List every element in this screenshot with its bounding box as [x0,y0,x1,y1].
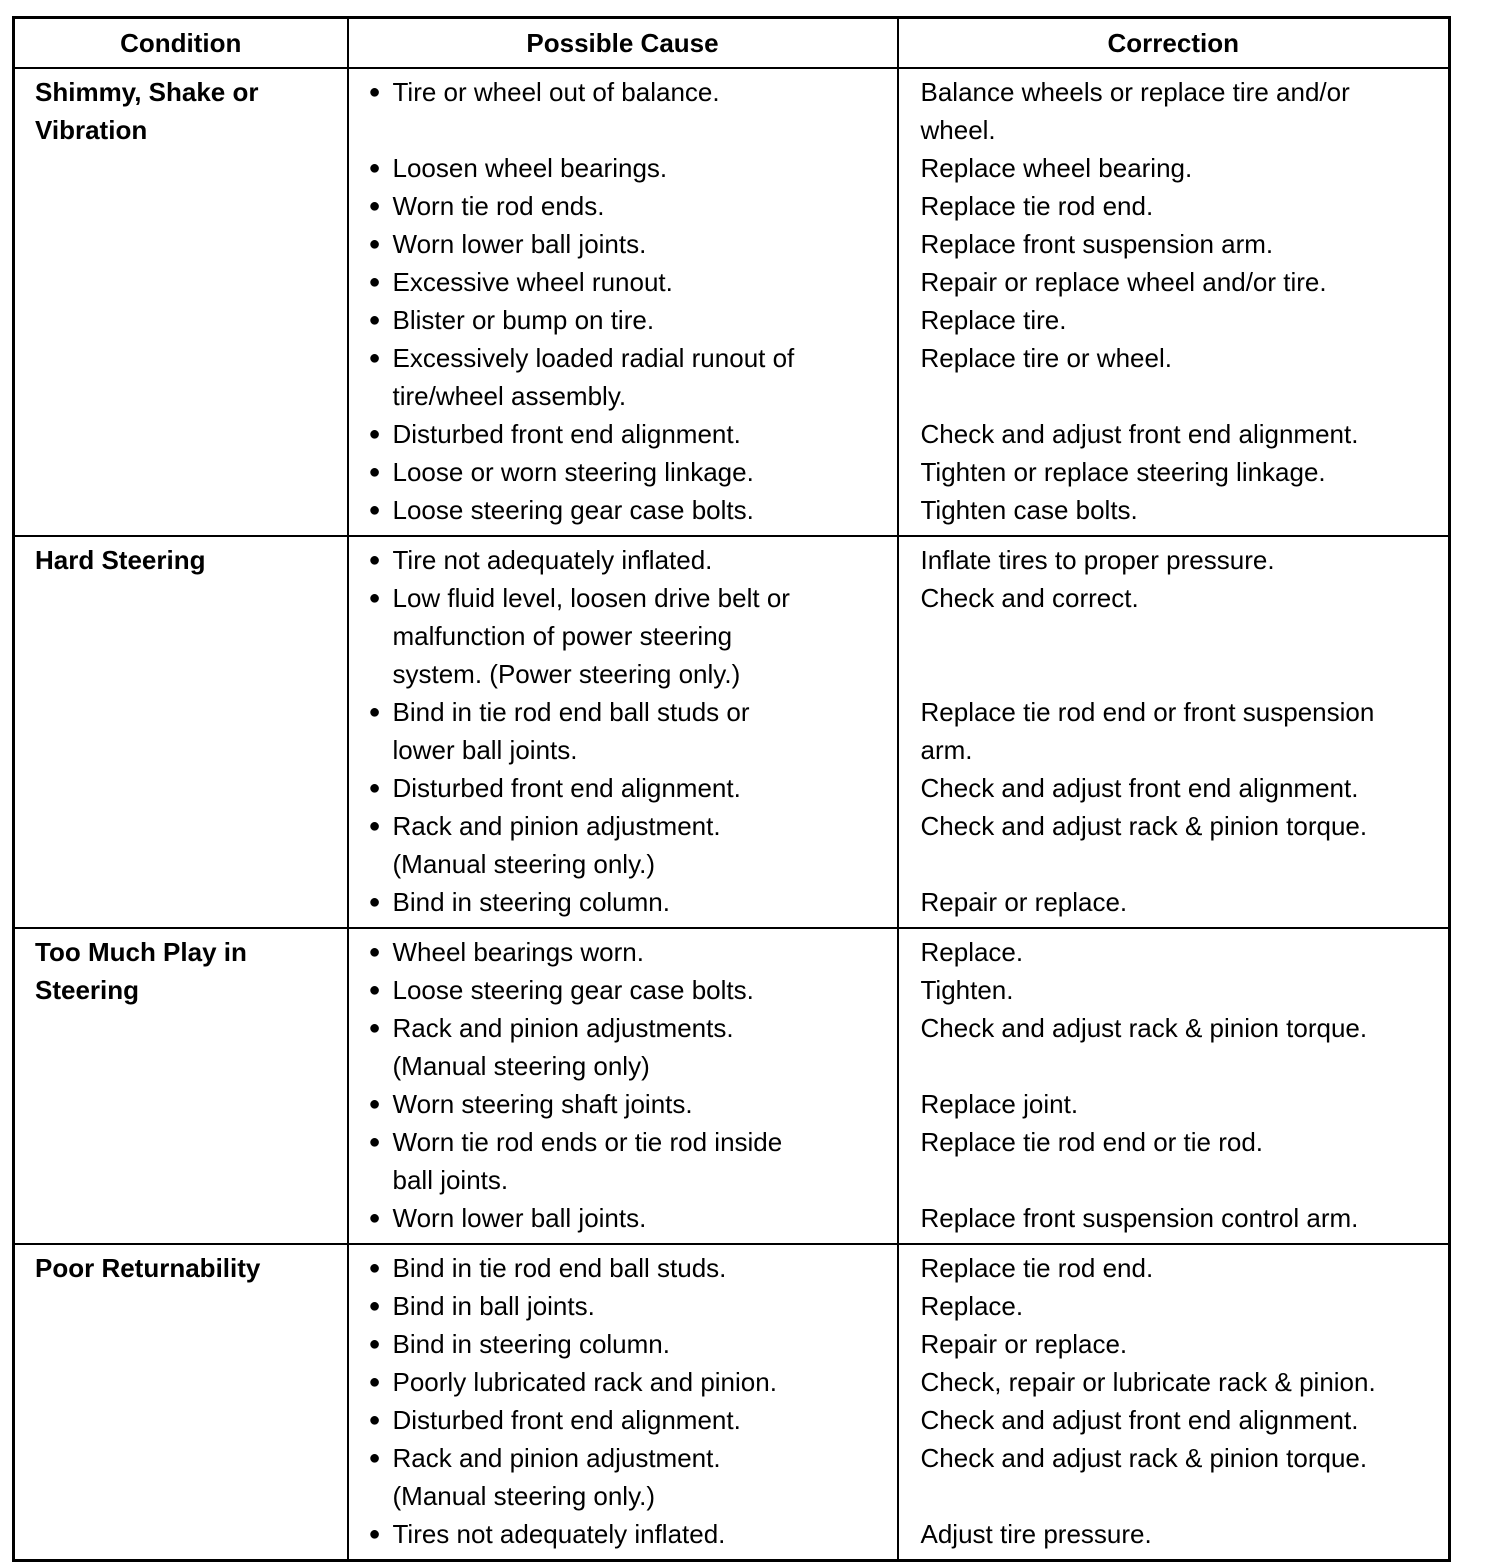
cause-item [349,1249,891,1287]
bullet-icon: ● [368,815,381,837]
correction-text: Replace front suspension control arm. [920,1203,1359,1233]
bullet-icon: ● [368,157,381,179]
cause-item [349,1287,891,1325]
bullet-icon: ● [368,81,381,103]
correction-cell [898,536,1450,928]
cause-item [349,1199,891,1237]
correction-text: Check and adjust front end alignment. [920,1405,1359,1435]
cause-item [349,301,891,339]
cause-item [349,1515,891,1553]
correction-item [899,1363,1443,1401]
troubleshooting-table-container [12,16,1448,1562]
header-possible-cause: Possible Cause [348,18,898,69]
cause-item [349,807,891,883]
correction-item [899,1249,1443,1287]
correction-item [899,1439,1443,1477]
bullet-icon: ● [368,1017,381,1039]
cause-text: Tire not adequately inflated. [392,545,713,575]
cause-item [349,73,891,111]
correction-text: Replace tire or wheel. [920,343,1172,373]
cause-item [349,1363,891,1401]
cause-item [349,491,891,529]
correction-cell [898,928,1450,1244]
bullet-icon: ● [368,1207,381,1229]
correction-item [899,339,1443,377]
cause-text: Rack and pinion adjustments. (Manual steering only) [392,1013,734,1081]
cause-text: Wheel bearings worn. [392,937,644,967]
cause-item [349,1009,891,1085]
header-row [14,18,1450,69]
correction-item [899,1085,1443,1123]
header-condition: Condition [14,18,348,69]
cause-text: Rack and pinion adjustment. (Manual steering only.) [392,1443,721,1511]
correction-text: Repair or replace wheel and/or tire. [920,267,1327,297]
cause-text: Bind in tie rod end ball studs or lower ball joints. [392,697,750,765]
cause-text: Loosen wheel bearings. [392,153,668,183]
correction-text: Replace front suspension arm. [920,229,1274,259]
cause-item [349,1123,891,1199]
bullet-icon: ● [368,1447,381,1469]
cause-item [349,225,891,263]
correction-item [899,1515,1443,1553]
bullet-icon: ● [368,587,381,609]
cause-item [349,1401,891,1439]
bullet-icon: ● [368,1371,381,1393]
correction-item [899,1325,1443,1363]
correction-item [899,1401,1443,1439]
cause-text: Excessive wheel runout. [392,267,673,297]
cause-text: Bind in tie rod end ball studs. [392,1253,727,1283]
cause-text: Worn steering shaft joints. [392,1089,693,1119]
condition-cell: Poor Returnability [14,1244,348,1561]
possible-cause-cell [348,536,898,928]
cause-text: Excessively loaded radial runout of tire/wheel assembly. [392,343,795,411]
cause-text: Low fluid level, loosen drive belt or malfunction of power steering system. (Power steering only.) [392,583,790,689]
possible-cause-cell [348,928,898,1244]
correction-item [899,807,1443,845]
condition-row [14,928,1450,1244]
cause-text: Loose or worn steering linkage. [392,457,754,487]
correction-item [899,73,1443,149]
correction-text: Replace tie rod end. [920,191,1154,221]
cause-item [349,933,891,971]
cause-item [349,883,891,921]
correction-text: Replace tie rod end or tie rod. [920,1127,1264,1157]
cause-text: Tire or wheel out of balance. [392,77,720,107]
cause-item [349,541,891,579]
bullet-icon: ● [368,941,381,963]
correction-item [899,769,1443,807]
correction-item [899,491,1443,529]
correction-item [899,415,1443,453]
bullet-icon: ● [368,1257,381,1279]
correction-text: Repair or replace. [920,1329,1128,1359]
cause-text: Bind in ball joints. [392,1291,595,1321]
cause-text: Loose steering gear case bolts. [392,495,754,525]
cause-text: Loose steering gear case bolts. [392,975,754,1005]
bullet-icon: ● [368,1409,381,1431]
troubleshooting-table [12,16,1451,1562]
bullet-icon: ● [368,461,381,483]
bullet-icon: ● [368,777,381,799]
correction-text: Check and adjust rack & pinion torque. [920,1013,1368,1043]
bullet-icon: ● [368,309,381,331]
correction-item [899,1123,1443,1161]
correction-text: Check and adjust rack & pinion torque. [920,1443,1368,1473]
condition-row [14,1244,1450,1561]
bullet-icon: ● [368,499,381,521]
cause-item [349,579,891,693]
bullet-icon: ● [368,1333,381,1355]
cause-text: Blister or bump on tire. [392,305,655,335]
bullet-icon: ● [368,979,381,1001]
bullet-icon: ● [368,1295,381,1317]
correction-text: Replace tie rod end or front suspension arm. [920,697,1375,765]
correction-text: Tighten case bolts. [920,495,1138,525]
correction-item [899,225,1443,263]
correction-text: Repair or replace. [920,887,1128,917]
condition-cell: Hard Steering [14,536,348,928]
correction-item [899,1287,1443,1325]
cause-text: Worn tie rod ends or tie rod inside ball joints. [392,1127,783,1195]
condition-row [14,68,1450,536]
bullet-icon: ● [368,1131,381,1153]
correction-item [899,541,1443,579]
bullet-icon: ● [368,891,381,913]
correction-text: Tighten. [920,975,1014,1005]
cause-item [349,971,891,1009]
bullet-icon: ● [368,195,381,217]
correction-item [899,453,1443,491]
correction-item [899,1009,1443,1047]
correction-text: Check and adjust front end alignment. [920,419,1359,449]
correction-text: Check, repair or lubricate rack & pinion. [920,1367,1376,1397]
correction-item [899,693,1443,769]
cause-item [349,453,891,491]
cause-text: Disturbed front end alignment. [392,1405,741,1435]
bullet-icon: ● [368,1523,381,1545]
cause-item [349,693,891,769]
correction-text: Adjust tire pressure. [920,1519,1152,1549]
bullet-icon: ● [368,701,381,723]
cause-item [349,769,891,807]
bullet-icon: ● [368,233,381,255]
cause-text: Rack and pinion adjustment. (Manual steering only.) [392,811,721,879]
condition-cell: Shimmy, Shake or Vibration [14,68,348,536]
bullet-icon: ● [368,549,381,571]
correction-text: Check and adjust front end alignment. [920,773,1359,803]
correction-cell [898,1244,1450,1561]
cause-text: Bind in steering column. [392,1329,670,1359]
correction-text: Replace tie rod end. [920,1253,1154,1283]
correction-item [899,883,1443,921]
condition-row [14,536,1450,928]
cause-text: Worn lower ball joints. [392,1203,647,1233]
correction-text: Replace tire. [920,305,1067,335]
bullet-icon: ● [368,1093,381,1115]
correction-item [899,149,1443,187]
possible-cause-cell [348,1244,898,1561]
correction-text: Check and adjust rack & pinion torque. [920,811,1368,841]
correction-text: Replace wheel bearing. [920,153,1193,183]
bullet-icon: ● [368,423,381,445]
correction-text: Replace joint. [920,1089,1079,1119]
cause-item [349,1325,891,1363]
correction-text: Check and correct. [920,583,1139,613]
correction-item [899,579,1443,617]
cause-item [349,149,891,187]
cause-text: Disturbed front end alignment. [392,419,741,449]
bullet-icon: ● [368,271,381,293]
cause-item [349,1439,891,1515]
cause-item [349,339,891,415]
cause-item [349,1085,891,1123]
correction-text: Inflate tires to proper pressure. [920,545,1275,575]
correction-text: Replace. [920,1291,1024,1321]
correction-text: Tighten or replace steering linkage. [920,457,1326,487]
cause-text: Poorly lubricated rack and pinion. [392,1367,777,1397]
correction-text: Replace. [920,937,1024,967]
bullet-icon: ● [368,347,381,369]
correction-item [899,263,1443,301]
cause-text: Worn lower ball joints. [392,229,647,259]
correction-item [899,933,1443,971]
cause-item [349,263,891,301]
correction-cell [898,68,1450,536]
header-correction: Correction [898,18,1450,69]
cause-text: Tires not adequately inflated. [392,1519,726,1549]
cause-text: Bind in steering column. [392,887,670,917]
condition-cell: Too Much Play in Steering [14,928,348,1244]
correction-item [899,187,1443,225]
correction-text: Balance wheels or replace tire and/or wheel. [920,77,1350,145]
cause-item [349,187,891,225]
possible-cause-cell [348,68,898,536]
cause-text: Worn tie rod ends. [392,191,605,221]
correction-item [899,1199,1443,1237]
cause-item [349,415,891,453]
correction-item [899,301,1443,339]
cause-text: Disturbed front end alignment. [392,773,741,803]
correction-item [899,971,1443,1009]
